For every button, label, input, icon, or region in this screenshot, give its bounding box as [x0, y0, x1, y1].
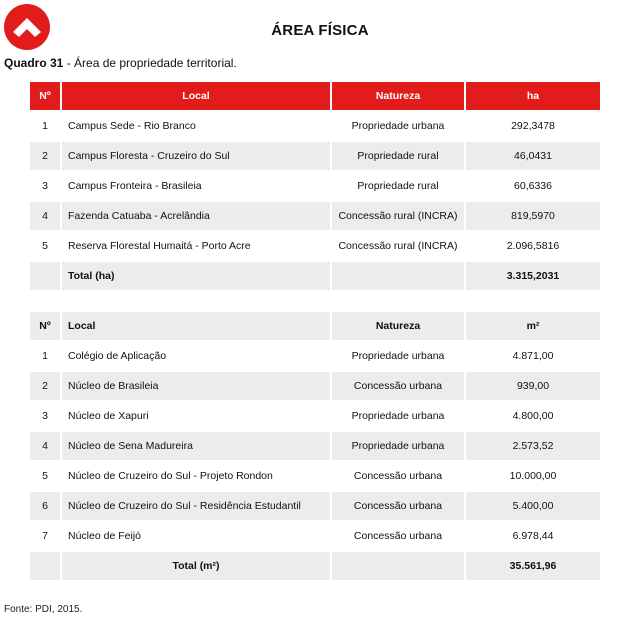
row-local: Campus Fronteira - Brasileia: [62, 172, 330, 200]
row-natureza: Propriedade rural: [332, 172, 464, 200]
table-row: [30, 522, 600, 550]
col-header-area: ha: [466, 82, 600, 110]
row-local: Núcleo de Feijó: [62, 522, 330, 550]
row-area: 4.800,00: [466, 402, 600, 430]
total-empty-cell: [332, 552, 464, 580]
row-number: 4: [30, 202, 60, 230]
row-number: 1: [30, 112, 60, 140]
row-number: 1: [30, 342, 60, 370]
row-natureza: Propriedade urbana: [332, 342, 464, 370]
row-area: 6.978,44: [466, 522, 600, 550]
row-area: 4.871,00: [466, 342, 600, 370]
row-area: 5.400,00: [466, 492, 600, 520]
row-number: 3: [30, 402, 60, 430]
row-number: 2: [30, 142, 60, 170]
row-area: 939,00: [466, 372, 600, 400]
row-area: 819,5970: [466, 202, 600, 230]
row-natureza: Concessão rural (INCRA): [332, 202, 464, 230]
table-row: [30, 462, 600, 490]
table-row: [30, 492, 600, 520]
row-local: Campus Floresta - Cruzeiro do Sul: [62, 142, 330, 170]
row-area: 2.096,5816: [466, 232, 600, 260]
row-local: Núcleo de Cruzeiro do Sul - Projeto Rondon: [62, 462, 330, 490]
row-natureza: Concessão rural (INCRA): [332, 232, 464, 260]
row-natureza: Concessão urbana: [332, 522, 464, 550]
caption-text: - Área de propriedade territorial.: [63, 56, 237, 70]
row-area: 10.000,00: [466, 462, 600, 490]
source-note: Fonte: PDI, 2015.: [4, 604, 83, 615]
row-natureza: Propriedade urbana: [332, 112, 464, 140]
table-row: [30, 172, 600, 200]
col-header-number: Nº: [30, 312, 60, 340]
total-label: Total (ha): [62, 262, 330, 290]
row-natureza: Concessão urbana: [332, 462, 464, 490]
square-meter-table: [28, 310, 602, 582]
row-area: 292,3478: [466, 112, 600, 140]
total-row: [30, 552, 600, 580]
table-row: [30, 402, 600, 430]
row-local: Núcleo de Xapuri: [62, 402, 330, 430]
table-header-row: [30, 312, 600, 340]
col-header-natureza: Natureza: [332, 82, 464, 110]
row-area: 2.573,52: [466, 432, 600, 460]
table-row: [30, 342, 600, 370]
row-number: 5: [30, 232, 60, 260]
table-row: [30, 372, 600, 400]
col-header-number: Nº: [30, 82, 60, 110]
table-row: [30, 112, 600, 140]
row-number: 6: [30, 492, 60, 520]
row-natureza: Propriedade rural: [332, 142, 464, 170]
row-local: Núcleo de Brasileia: [62, 372, 330, 400]
total-value: 3.315,2031: [466, 262, 600, 290]
page-title: ÁREA FÍSICA: [271, 22, 369, 39]
col-header-local: Local: [62, 312, 330, 340]
row-number: 7: [30, 522, 60, 550]
table-row: [30, 432, 600, 460]
row-local: Campus Sede - Rio Branco: [62, 112, 330, 140]
row-number: 2: [30, 372, 60, 400]
total-row: [30, 262, 600, 290]
total-empty-cell: [30, 552, 60, 580]
table-row: [30, 232, 600, 260]
table-caption: [4, 56, 237, 70]
row-natureza: Concessão urbana: [332, 492, 464, 520]
row-area: 60,6336: [466, 172, 600, 200]
row-natureza: Propriedade urbana: [332, 432, 464, 460]
col-header-area: m²: [466, 312, 600, 340]
row-local: Fazenda Catuaba - Acrelândia: [62, 202, 330, 230]
col-header-local: Local: [62, 82, 330, 110]
row-area: 46,0431: [466, 142, 600, 170]
row-natureza: Propriedade urbana: [332, 402, 464, 430]
row-number: 3: [30, 172, 60, 200]
row-local: Reserva Florestal Humaitá - Porto Acre: [62, 232, 330, 260]
hectare-table: [28, 80, 602, 292]
col-header-natureza: Natureza: [332, 312, 464, 340]
row-number: 5: [30, 462, 60, 490]
caption-label: Quadro 31: [4, 56, 64, 70]
total-label: Total (m²): [62, 552, 330, 580]
total-value: 35.561,96: [466, 552, 600, 580]
row-natureza: Concessão urbana: [332, 372, 464, 400]
table-header-row: [30, 82, 600, 110]
row-local: Colégio de Aplicação: [62, 342, 330, 370]
total-empty-cell: [30, 262, 60, 290]
row-number: 4: [30, 432, 60, 460]
table-row: [30, 202, 600, 230]
row-local: Núcleo de Sena Madureira: [62, 432, 330, 460]
row-local: Núcleo de Cruzeiro do Sul - Residência Estudantil: [62, 492, 330, 520]
table-row: [30, 142, 600, 170]
total-empty-cell: [332, 262, 464, 290]
